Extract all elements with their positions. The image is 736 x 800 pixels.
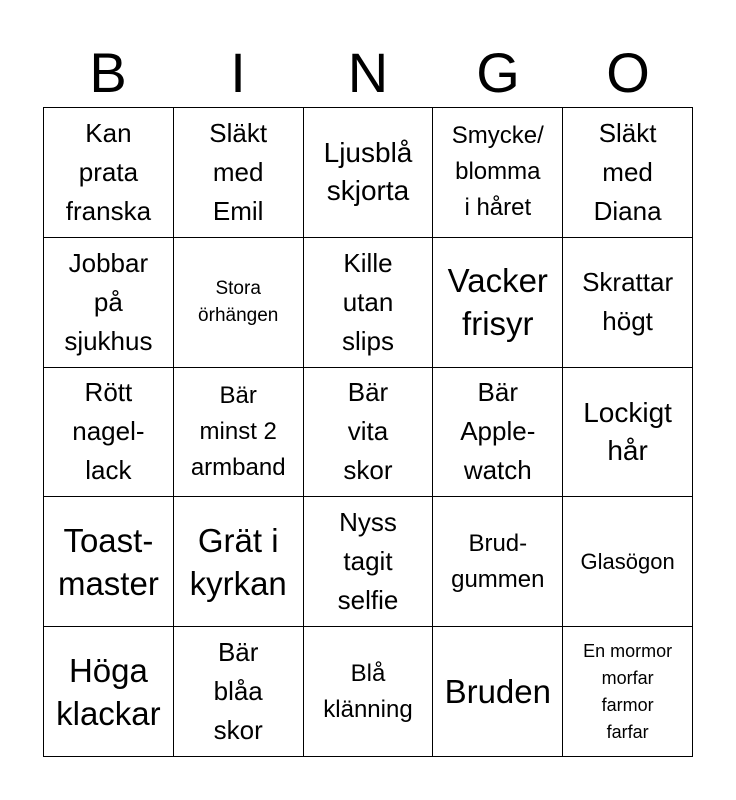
bingo-cell-r1-c5[interactable]: [563, 108, 693, 238]
cell-label: Glasögon: [580, 549, 675, 575]
bingo-cell-r2-c1[interactable]: [44, 238, 174, 368]
cell-label: Skrattar högt: [582, 267, 674, 337]
bingo-cell-r2-c4[interactable]: [433, 238, 563, 368]
bingo-cell-r4-c3[interactable]: [304, 497, 434, 627]
bingo-cell-r3-c3[interactable]: [304, 368, 434, 498]
cell-label: Lockigt hår: [583, 396, 672, 466]
bingo-cell-r2-c5[interactable]: [563, 238, 693, 368]
bingo-cell-r1-c2[interactable]: [174, 108, 304, 238]
cell-label: Toast- master: [57, 521, 159, 602]
bingo-cell-r4-c1[interactable]: [44, 497, 174, 627]
cell-label: Bär Apple- watch: [460, 377, 536, 486]
bingo-cell-r1-c3[interactable]: [304, 108, 434, 238]
cell-label: Bär minst 2 armband: [190, 381, 286, 481]
cell-label: Höga klackar: [56, 651, 161, 732]
cell-label: Kille utan slips: [341, 247, 394, 356]
bingo-header: [43, 40, 693, 106]
bingo-cell-r4-c5[interactable]: [563, 497, 693, 627]
cell-label: Bär blåa skor: [213, 637, 263, 746]
cell-label: Rött nagel- lack: [72, 377, 145, 486]
bingo-cell-r5-c5[interactable]: [563, 627, 693, 757]
header-letter-o: O: [606, 41, 650, 104]
cell-label: Brud- gummen: [451, 529, 545, 593]
cell-label: En mormor morfar farmor farfar: [583, 640, 673, 742]
cell-label: Bär vita skor: [343, 377, 393, 486]
cell-label: Släkt med Diana: [593, 117, 662, 226]
bingo-cell-r3-c4[interactable]: [433, 368, 563, 498]
bingo-cell-r2-c3[interactable]: [304, 238, 434, 368]
bingo-cell-r5-c1[interactable]: [44, 627, 174, 757]
bingo-cell-r3-c1[interactable]: [44, 368, 174, 498]
header-letter-b: B: [89, 41, 127, 104]
cell-label: Bruden: [444, 673, 551, 711]
header-letter-i: I: [230, 41, 246, 104]
cell-label: Ljusblå skjorta: [323, 137, 413, 207]
bingo-board: [43, 107, 693, 757]
cell-label: Grät i kyrkan: [189, 521, 287, 602]
bingo-cell-r1-c1[interactable]: [44, 108, 174, 238]
cell-label: Smycke/ blomma i håret: [451, 122, 544, 222]
header-letter-g: G: [476, 41, 520, 104]
bingo-cell-r1-c4[interactable]: [433, 108, 563, 238]
bingo-cell-r3-c2[interactable]: [174, 368, 304, 498]
bingo-cell-r2-c2[interactable]: [174, 238, 304, 368]
cell-label: Nyss tagit selfie: [337, 507, 399, 616]
header-letter-n: N: [347, 41, 389, 104]
bingo-cell-r3-c5[interactable]: [563, 368, 693, 498]
cell-label: Kan prata franska: [65, 117, 152, 226]
cell-label: Blå klänning: [323, 659, 413, 723]
cell-label: Vacker frisyr: [447, 262, 548, 343]
bingo-cell-r4-c2[interactable]: [174, 497, 304, 627]
bingo-cell-r5-c3[interactable]: [304, 627, 434, 757]
cell-label: Stora örhängen: [198, 278, 279, 327]
bingo-cell-r5-c2[interactable]: [174, 627, 304, 757]
cell-label: Jobbar på sjukhus: [64, 247, 153, 356]
bingo-cell-r4-c4[interactable]: [433, 497, 563, 627]
bingo-cell-r5-c4[interactable]: [433, 627, 563, 757]
cell-label: Släkt med Emil: [209, 117, 268, 226]
